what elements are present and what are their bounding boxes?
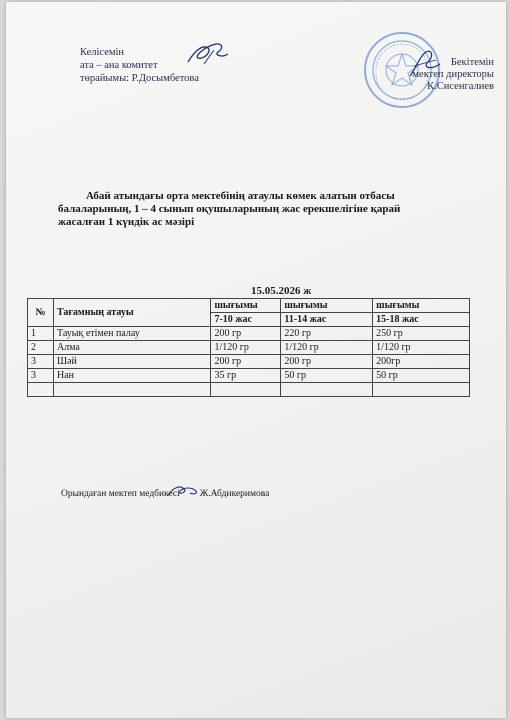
approval-right-line1: Бекітемін xyxy=(450,57,494,68)
approval-right-line3: К.Сисенгалиев xyxy=(427,81,494,92)
approval-left-line3: төрайымы: Р.Досымбетова xyxy=(80,73,199,84)
signature-left-icon xyxy=(184,38,230,68)
row-portion-11-14 xyxy=(281,383,373,397)
title-line3: жасалған 1 күндік ас мәзірі xyxy=(58,216,195,228)
nurse-prefix: Орындаған мектеп медбикесі xyxy=(61,489,180,499)
row-num: 1 xyxy=(28,327,54,341)
row-name xyxy=(53,383,211,397)
header-col1-top: шығымы xyxy=(211,299,281,313)
row-name: Тауық етімен палау xyxy=(53,327,211,341)
table-header-row xyxy=(28,299,470,313)
row-portion-11-14: 200 гр xyxy=(281,355,373,369)
row-name: Алма xyxy=(53,341,211,355)
row-portion-15-18 xyxy=(373,383,470,397)
row-portion-7-10 xyxy=(211,383,281,397)
table-row xyxy=(28,355,470,369)
header-col2-bottom: 11-14 жас xyxy=(281,313,373,327)
menu-table xyxy=(27,298,470,397)
header-col2-top: шығымы xyxy=(281,299,373,313)
row-portion-7-10: 35 гр xyxy=(211,369,281,383)
row-num: 2 xyxy=(28,341,54,355)
title-line1: Абай атындағы орта мектебінің атаулы көмек алатын отбасы xyxy=(86,190,395,202)
menu-date: 15.05.2026 ж xyxy=(251,285,312,297)
header-col3-top: шығымы xyxy=(373,299,470,313)
document-page xyxy=(6,2,506,718)
approval-right-line2: мектеп директоры xyxy=(412,69,494,80)
parent-committee-approval xyxy=(80,46,199,85)
row-portion-7-10: 200 гр xyxy=(211,327,281,341)
approval-left-line2: ата – ана комитет xyxy=(80,60,158,71)
row-name: Шәй xyxy=(53,355,211,369)
row-portion-11-14: 1/120 гр xyxy=(281,341,373,355)
nurse-name: Ж.Абдикеримова xyxy=(199,489,270,499)
signature-nurse-icon xyxy=(166,483,200,499)
header-col1-bottom: 7-10 жас xyxy=(211,313,281,327)
table-row xyxy=(28,327,470,341)
table-row xyxy=(28,383,470,397)
row-portion-11-14: 220 гр xyxy=(281,327,373,341)
header-name: Тағамның атауы xyxy=(53,299,211,327)
row-portion-15-18: 250 гр xyxy=(373,327,470,341)
header-num: № xyxy=(28,299,54,327)
director-approval xyxy=(384,57,494,93)
header-col3-bottom: 15-18 жас xyxy=(373,313,470,327)
row-portion-15-18: 200гр xyxy=(373,355,470,369)
row-num xyxy=(28,383,54,397)
menu-title xyxy=(58,190,478,229)
row-portion-7-10: 1/120 гр xyxy=(211,341,281,355)
nurse-signoff xyxy=(61,483,269,499)
row-portion-7-10: 200 гр xyxy=(211,355,281,369)
row-portion-15-18: 50 гр xyxy=(373,369,470,383)
row-portion-15-18: 1/120 гр xyxy=(373,341,470,355)
table-row xyxy=(28,369,470,383)
approval-left-line1: Келісемін xyxy=(80,47,125,58)
row-name: Нан xyxy=(53,369,211,383)
row-num: 3 xyxy=(28,369,54,383)
row-num: 3 xyxy=(28,355,54,369)
row-portion-11-14: 50 гр xyxy=(281,369,373,383)
title-line2: балаларының, 1 – 4 сынып оқушыларының жас ерекшелігіне қарай xyxy=(58,203,401,215)
table-row xyxy=(28,341,470,355)
